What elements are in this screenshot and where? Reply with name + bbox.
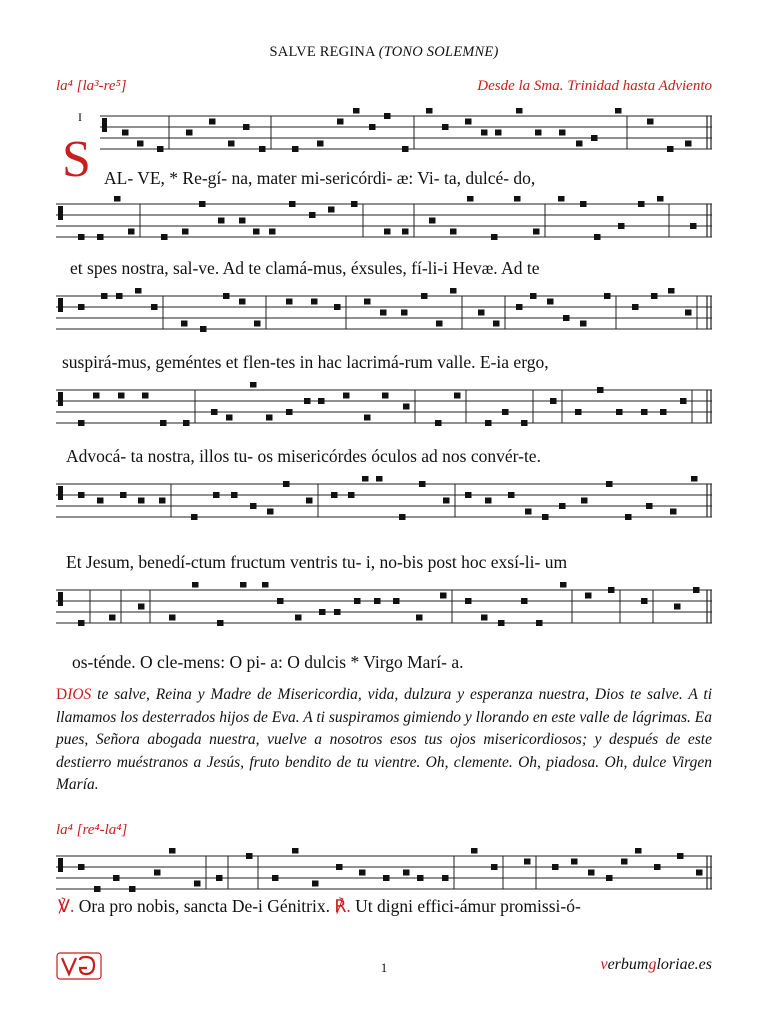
neume (550, 398, 557, 404)
neume (402, 146, 409, 152)
neume (228, 141, 235, 147)
neume (667, 146, 674, 152)
neume (317, 141, 324, 147)
neume (269, 229, 276, 235)
neume (154, 870, 161, 876)
page-title (0, 44, 768, 61)
neume (467, 196, 474, 202)
neume (211, 409, 218, 415)
neume (625, 514, 632, 520)
neume (536, 620, 543, 626)
neume (109, 615, 116, 621)
neume (138, 498, 145, 504)
neume (78, 864, 85, 870)
neume (283, 481, 290, 487)
neume (181, 321, 188, 327)
neume (309, 212, 316, 218)
neume (78, 304, 85, 310)
translation-dropcap-rest: IOS (67, 686, 92, 703)
neume (465, 492, 472, 498)
lyric-line-6: os-ténde. O cle-mens: O pi- a: O dulcis * Virgo Marí- a. (72, 652, 464, 672)
versicle-lyrics (58, 896, 714, 917)
neume (677, 853, 684, 859)
spanish-translation (56, 684, 712, 797)
neume (498, 620, 505, 626)
neume (160, 420, 167, 426)
neume (618, 223, 625, 229)
neume (402, 229, 409, 235)
neume (266, 415, 273, 421)
neume (128, 229, 135, 235)
neume (435, 420, 442, 426)
neume (521, 598, 528, 604)
neume (161, 234, 168, 240)
neume (334, 609, 341, 615)
neume (277, 598, 284, 604)
neume (563, 315, 570, 321)
neume (376, 476, 383, 482)
neume (654, 864, 661, 870)
page-number: 1 (380, 960, 388, 975)
neume (606, 481, 613, 487)
neume (295, 615, 302, 621)
neume (240, 582, 247, 588)
neume (306, 498, 313, 504)
neume (78, 620, 85, 626)
neume (535, 130, 542, 136)
neume (129, 886, 136, 892)
neume (465, 119, 472, 125)
neume (399, 514, 406, 520)
neume (632, 304, 639, 310)
neume (571, 859, 578, 865)
neume (521, 420, 528, 426)
neume (289, 201, 296, 207)
neume (142, 393, 149, 399)
neume (525, 509, 532, 515)
neume (380, 310, 387, 316)
neume (471, 848, 478, 854)
neume (393, 598, 400, 604)
neume (647, 119, 654, 125)
neume (183, 420, 190, 426)
staff-5 (56, 476, 712, 530)
neume (419, 481, 426, 487)
neume (319, 609, 326, 615)
neume (223, 293, 230, 299)
neume (417, 875, 424, 881)
neume (328, 207, 335, 213)
neume (559, 503, 566, 509)
neume (559, 130, 566, 136)
title-main: SALVE REGINA (269, 44, 375, 60)
neume (336, 864, 343, 870)
neume (239, 299, 246, 305)
staff-lines (56, 476, 712, 530)
neume (674, 604, 681, 610)
neume (481, 130, 488, 136)
neume (429, 218, 436, 224)
neume (254, 321, 261, 327)
staff-lines (56, 382, 712, 436)
neume (635, 848, 642, 854)
versicle-symbol: ℣. (58, 896, 75, 916)
neume (575, 409, 582, 415)
neume (231, 492, 238, 498)
neume (199, 201, 206, 207)
neume (604, 293, 611, 299)
neume (685, 310, 692, 316)
neume (101, 293, 108, 299)
neume (246, 853, 253, 859)
neume (243, 124, 250, 130)
neume (691, 476, 698, 482)
lyric-line-3: suspirá-mus, geméntes et flen-tes in hac lacrimá-rum valle. E-ia ergo, (62, 352, 549, 372)
neume (364, 299, 371, 305)
neume (194, 881, 201, 887)
neume (200, 326, 207, 332)
neume (680, 398, 687, 404)
neume (354, 598, 361, 604)
neume (169, 615, 176, 621)
neume (621, 859, 628, 865)
staff-lines (56, 196, 712, 250)
neume (334, 304, 341, 310)
staff-4 (56, 382, 712, 436)
neume (591, 135, 598, 141)
neume (118, 393, 125, 399)
neume (348, 492, 355, 498)
neume (580, 201, 587, 207)
neume (253, 229, 260, 235)
do-clef-icon (58, 592, 63, 606)
neume (638, 201, 645, 207)
neume (78, 420, 85, 426)
liturgical-season: Desde la Sma. Trinidad hasta Adviento (477, 78, 712, 94)
neume (403, 870, 410, 876)
neume (353, 108, 360, 114)
neume (292, 146, 299, 152)
neume (151, 304, 158, 310)
neume (286, 299, 293, 305)
neume (93, 393, 100, 399)
neume (608, 587, 615, 593)
initial-letter: S (62, 131, 91, 188)
neume (137, 141, 144, 147)
versicle-text: Ora pro nobis, sancta De-i Génitrix. (74, 896, 330, 916)
neume (641, 598, 648, 604)
neume (383, 875, 390, 881)
neume (465, 598, 472, 604)
neume (401, 310, 408, 316)
neume (94, 886, 101, 892)
response-symbol: ℟. (334, 896, 351, 916)
neume (331, 492, 338, 498)
neume (493, 321, 500, 327)
neume (442, 875, 449, 881)
neume (478, 310, 485, 316)
neume (416, 615, 423, 621)
neume (588, 870, 595, 876)
neume (312, 881, 319, 887)
neume (157, 146, 164, 152)
neume (641, 409, 648, 415)
staff-versicle (56, 848, 712, 902)
neume (485, 420, 492, 426)
neume (690, 223, 697, 229)
neume (218, 218, 225, 224)
neume (78, 492, 85, 498)
neume (547, 299, 554, 305)
neume (495, 130, 502, 136)
neume (436, 321, 443, 327)
neume (286, 409, 293, 415)
staff-lines (100, 108, 712, 162)
staff-3 (56, 288, 712, 342)
neume (292, 848, 299, 854)
neume (304, 398, 311, 404)
neume (272, 875, 279, 881)
neume (581, 498, 588, 504)
neume (116, 293, 123, 299)
neume (491, 234, 498, 240)
neume (657, 196, 664, 202)
neume (542, 514, 549, 520)
do-clef-icon (58, 206, 63, 220)
neume (426, 108, 433, 114)
lyric-line-4: Advocá- ta nostra, illos tu- os misericórdes óculos ad nos convér-te. (66, 446, 541, 466)
neume (450, 288, 457, 294)
neume (267, 509, 274, 515)
neume (192, 582, 199, 588)
neume (560, 582, 567, 588)
neume (250, 382, 257, 388)
neume (502, 409, 509, 415)
neume (120, 492, 127, 498)
neume (442, 124, 449, 130)
do-clef-icon (58, 858, 63, 872)
neume (668, 288, 675, 294)
do-clef-icon (58, 486, 63, 500)
neume (159, 498, 166, 504)
neume (403, 404, 410, 410)
neume (481, 615, 488, 621)
neume (382, 393, 389, 399)
mode-indicator: la⁴ [la³-re⁵] (56, 78, 127, 94)
staff-2 (56, 196, 712, 250)
neume (186, 130, 193, 136)
lyric-line-2: et spes nostra, sal-ve. Ad te clamá-mus, éxsules, fí-li-i Hevæ. Ad te (70, 258, 540, 278)
neume (594, 234, 601, 240)
versicle-mode-indicator: la⁴ [re⁴-la⁴] (56, 822, 128, 838)
neume (122, 130, 129, 136)
neume (259, 146, 266, 152)
neume (558, 196, 565, 202)
neume (337, 119, 344, 125)
neume (606, 875, 613, 881)
neume (369, 124, 376, 130)
neume (646, 503, 653, 509)
translation-dropcap: D (56, 686, 68, 703)
translation-text: te salve, Reina y Madre de Misericordia, vida, dulzura y esperanza nuestra, Dios te salve. A ti llamamos los desterrados hijos de Eva. A ti suspiramos gimiendo y llorando en este valle de lágrimas. Ea pues, Señora abogada nuestra, vuelve a nosotros esos tus ojos misericordiosos; y después de este destierro muéstranos a Jesús, fruto bendito de tu vientre. Oh, clemente. Oh, piadosa. Oh, dulce Virgen María. (56, 686, 712, 793)
mode-number: I (78, 110, 82, 124)
neume (552, 864, 559, 870)
title-subtitle: (TONO SOLEMNE) (378, 44, 499, 60)
neume (440, 593, 447, 599)
do-clef-icon (58, 392, 63, 406)
lyric-line-5: Et Jesum, benedí-ctum fructum ventris tu- i, no-bis post hoc exsí-li- um (66, 552, 568, 572)
neume (514, 196, 521, 202)
neume (516, 108, 523, 114)
staff-6 (56, 582, 712, 636)
neume (660, 409, 667, 415)
website-link[interactable]: verbumgloriae.es (600, 956, 712, 973)
staff-lines (56, 288, 712, 342)
neume (374, 598, 381, 604)
neume (351, 201, 358, 207)
neume (615, 108, 622, 114)
neume (508, 492, 515, 498)
neume (318, 398, 325, 404)
neume (616, 409, 623, 415)
neume (97, 498, 104, 504)
response-text: Ut digni effici-ámur promissi-ó- (350, 896, 581, 916)
neume (485, 498, 492, 504)
neume (450, 229, 457, 235)
neume (78, 234, 85, 240)
neume (250, 503, 257, 509)
neume (576, 141, 583, 147)
neume (585, 593, 592, 599)
do-clef-icon (58, 298, 63, 312)
neume (209, 119, 216, 125)
staff-lines (56, 582, 712, 636)
neume (384, 113, 391, 119)
neume (226, 415, 233, 421)
neume (138, 604, 145, 610)
neume (182, 229, 189, 235)
neume (670, 509, 677, 515)
neume (693, 587, 700, 593)
neume (135, 288, 142, 294)
neume (169, 848, 176, 854)
neume (597, 387, 604, 393)
neume (239, 218, 246, 224)
neume (491, 864, 498, 870)
staff-lines (56, 848, 712, 902)
neume (533, 229, 540, 235)
neume (97, 234, 104, 240)
neume (443, 498, 450, 504)
neume (580, 321, 587, 327)
neume (262, 582, 269, 588)
staff-1 (100, 108, 712, 162)
neume (216, 875, 223, 881)
neume (524, 859, 531, 865)
neume (311, 299, 318, 305)
neume (696, 870, 703, 876)
neume (362, 476, 369, 482)
neume (343, 393, 350, 399)
neume (651, 293, 658, 299)
neume (113, 875, 120, 881)
lyric-line-1: AL- VE, * Re-gí- na, mater mi-sericórdi- æ: Vi- ta, dulcé- do, (104, 168, 536, 188)
neume (364, 415, 371, 421)
neume (191, 514, 198, 520)
do-clef-icon (102, 118, 107, 132)
neume (454, 393, 461, 399)
neume (516, 304, 523, 310)
neume (530, 293, 537, 299)
neume (114, 196, 121, 202)
neume (384, 229, 391, 235)
neume (217, 620, 224, 626)
neume (359, 870, 366, 876)
neume (685, 141, 692, 147)
neume (421, 293, 428, 299)
neume (213, 492, 220, 498)
